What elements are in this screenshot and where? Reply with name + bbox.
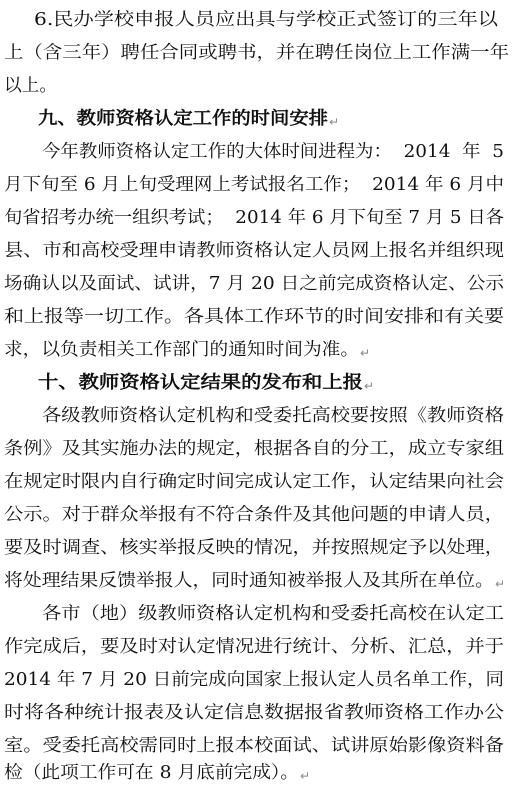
paragraph-mark: ↵ [329, 115, 340, 129]
paragraph-mark: ↵ [360, 346, 371, 360]
text-line: 在规定时限内自行确定时间完成认定工作，认定结果向社会 [4, 472, 505, 492]
section-heading-10: 十、教师资格认定结果的发布和上报 [38, 373, 363, 393]
section-heading-9: 九、教师资格认定工作的时间安排 [38, 109, 328, 129]
text-line: 上（含三年）聘任合同或聘书，并在聘任岗位上工作满一年 [4, 43, 509, 63]
text-line: 2014 年 7 月 20 日前完成向国家上报认定人员名单工作，同 [4, 670, 504, 690]
text-line: 场确认以及面试、试讲，7 月 20 日之前完成资格认定、公示 [4, 274, 504, 294]
text-line: 6.民办学校申报人员应出具与学校正式签订的三年以 [34, 10, 498, 30]
text-line: 公示。对于群众举报有不符合条件及其他问题的申请人员， [4, 505, 505, 525]
paragraph-mark: ↵ [495, 577, 506, 591]
text-line: 条例》及其实施办法的规定，根据各自的分工，成立专家组 [4, 439, 505, 459]
text-line: 时将各种统计报表及认定信息数据报省教师资格工作办公 [4, 703, 505, 723]
text-line: 检（此项工作可在 8 月底前完成）。 [4, 763, 299, 783]
text-line: 将处理结果反馈举报人，同时通知被举报人及其所在单位。 [4, 571, 495, 591]
text-line: 要及时调查、核实举报反映的情况，并按照规定予以处理， [4, 538, 505, 558]
text-line: 作完成后，要及时对认定情况进行统计、分析、汇总，并于 [4, 637, 505, 657]
text-line: 各级教师资格认定机构和受委托高校要按照《教师资格 [42, 406, 504, 426]
text-line: 各市（地）级教师资格认定机构和受委托高校在认定工 [42, 604, 504, 624]
paragraph-mark: ↵ [364, 379, 375, 393]
text-line: 旬省招考办统一组织考试； 2014 年 6 月下旬至 7 月 5 日各 [4, 208, 504, 228]
text-line: 以上。 [4, 76, 58, 96]
paragraph-mark: ↵ [300, 769, 311, 783]
text-line: 县、市和高校受理申请教师资格认定人员网上报名并组织现 [4, 241, 505, 261]
text-line: 月下旬至 6 月上旬受理网上考试报名工作； 2014 年 6 月中 [4, 175, 504, 195]
text-line: 和上报等一切工作。各具体工作环节的时间安排和有关要 [4, 307, 505, 327]
text-line: 室。受委托高校需同时上报本校面试、试讲原始影像资料备 [4, 736, 505, 756]
text-line: 求，以负责相关工作部门的通知时间为准。 [4, 340, 359, 360]
text-line: 今年教师资格认定工作的大体时间进程为： 2014 年 5 [42, 142, 504, 162]
